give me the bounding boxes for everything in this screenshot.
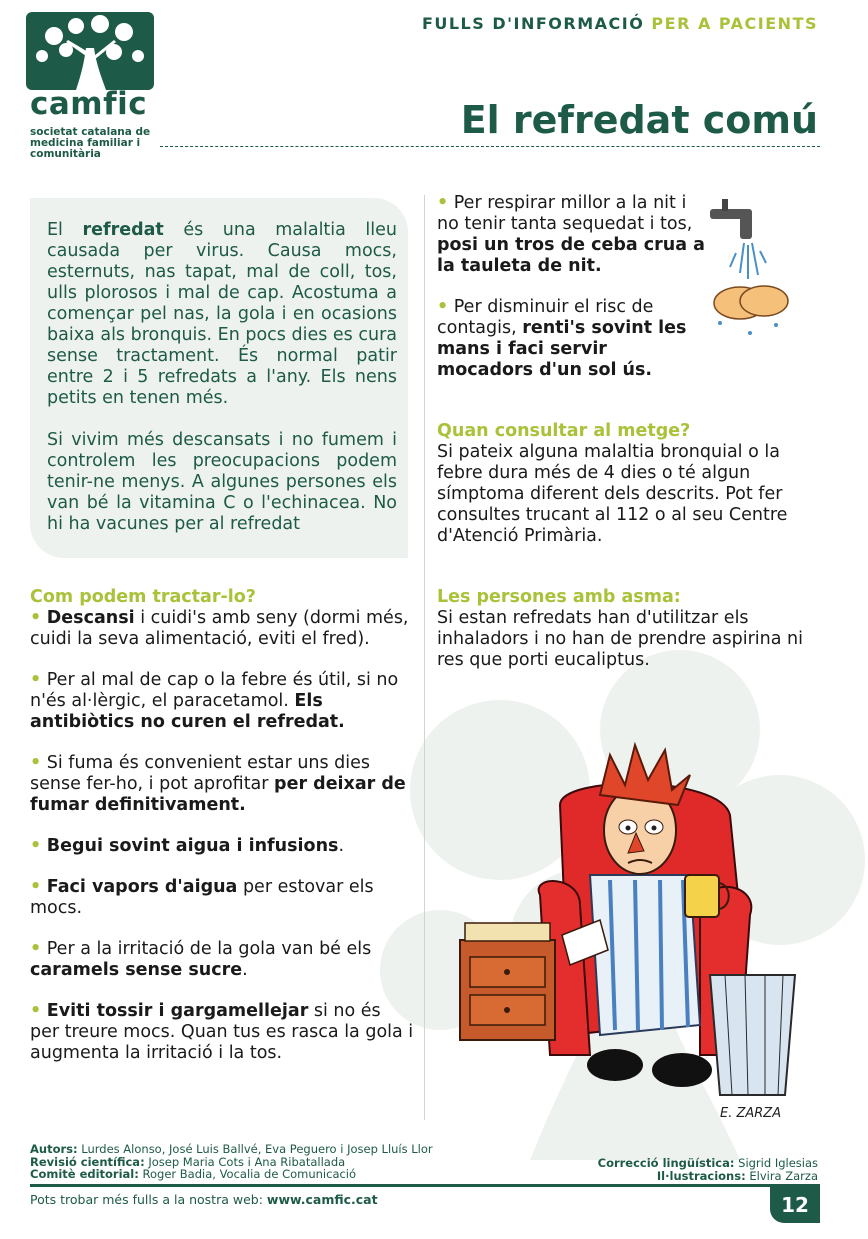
page-title: El refredat comú [460, 98, 818, 142]
list-item: • Si fuma és convenient estar uns dies sense fer-ho, i pot aprofitar per deixar de fumar definitivament. [30, 753, 406, 815]
camfic-logo-tree [26, 12, 154, 92]
credits-right [598, 1157, 818, 1182]
doctor-text: Si pateix alguna malaltia bronquial o la febre dura més de 4 dies o té algun símptoma diferent dels descrits. Pot fer consultes trucant al 112 o al seu Centre d'Atenció Primària. [437, 442, 788, 546]
treatment-section [30, 587, 414, 1084]
website-link[interactable]: www.camfic.cat [266, 1192, 378, 1207]
title-divider [160, 146, 820, 147]
column-divider [424, 195, 425, 1120]
list-item: • Descansi i cuidi's amb seny (dormi més, cuidi la seva alimentació, eviti el fred). [30, 608, 409, 649]
doctor-heading: Quan consultar al metge? [437, 421, 691, 441]
series-label-part1: FULLS D'INFORMACIÓ [421, 14, 645, 33]
list-item: • Faci vapors d'aigua per estovar els mocs. [30, 877, 374, 918]
footer-divider [30, 1184, 820, 1187]
asthma-text: Si estan refredats han d'utilitzar els inhaladors i no han de prendre aspirina ni res que porti eucaliptus. [437, 608, 803, 670]
list-item: • Begui sovint aigua i infusions. [30, 836, 345, 856]
website-line: Pots trobar més fulls a la nostra web: www.camfic.cat [30, 1192, 378, 1207]
committee-line: Comitè editorial: Roger Badia, Vocalia de Comunicació [30, 1167, 357, 1181]
treatment-heading: Com podem tractar-lo? [30, 587, 256, 607]
illustrations-line: Il·lustracions: Elvira Zarza [656, 1168, 818, 1183]
asthma-heading: Les persones amb asma: [437, 587, 681, 607]
illustrator-signature: E. ZARZA [720, 1106, 782, 1121]
credits-left [30, 1143, 433, 1181]
intro-text [47, 220, 397, 556]
tips-section [437, 193, 707, 401]
list-item: • Per disminuir el risc de contagis, renti's sovint les mans i faci servir mocadors d'un sol ús. [437, 297, 687, 380]
intro-paragraph-2: Si vivim més descansats i no fumem i controlem les preocupacions podem tenir-ne menys. A algunes persones els van bé la vitamina C o l'echinacea. No hi ha vacunes per al refredat [47, 430, 397, 534]
page-number: 12 [770, 1187, 820, 1223]
doctor-section [437, 421, 827, 547]
list-item: • Per al mal de cap o la febre és útil, si no n'és al·lèrgic, el paracetamol. Els antibiòtics no curen el refredat. [30, 670, 399, 732]
correction-line: Correcció lingüística: Sigrid Iglesias [597, 1156, 818, 1170]
list-item: • Per a la irritació de la gola van bé els caramels sense sucre. [30, 939, 372, 980]
logo-subtitle: societat catalana de medicina familiar i comunitària [30, 126, 151, 160]
intro-paragraph-1: El refredat és una malaltia lleu causada per virus. Causa mocs, esternuts, nas tapat, mal de coll, tos, ulls plorosos i mal de cap. Acostuma a començar pel nas, la gola i en ocasions baixa als bronquis. En pocs dies es cura sense tractament. És normal patir entre 2 i 5 refredats a l'any. Els nens petits en tenen més. [47, 220, 397, 408]
authors-line: Autors: Lurdes Alonso, José Luis Ballvé, Eva Peguero i Josep Lluís Llor [30, 1142, 433, 1156]
asthma-section [437, 587, 827, 671]
list-item: • Eviti tossir i gargamellejar si no és per treure mocs. Quan tus es rasca la gola i augmenta la irritació i la tos. [30, 1001, 414, 1063]
sick-patient-illustration [450, 735, 810, 1125]
list-item: • Per respirar millor a la nit i no tenir tanta sequedat i tos, posi un tros de ceba crua a la tauleta de nit. [437, 193, 705, 276]
series-label [422, 14, 818, 33]
series-label-part2: PER A PACIENTS [651, 14, 818, 33]
logo-wordmark: camfic [30, 86, 148, 122]
hand-washing-illustration [700, 193, 800, 348]
review-line: Revisió científica: Josep Maria Cots i Ana Ribatallada [30, 1154, 346, 1169]
